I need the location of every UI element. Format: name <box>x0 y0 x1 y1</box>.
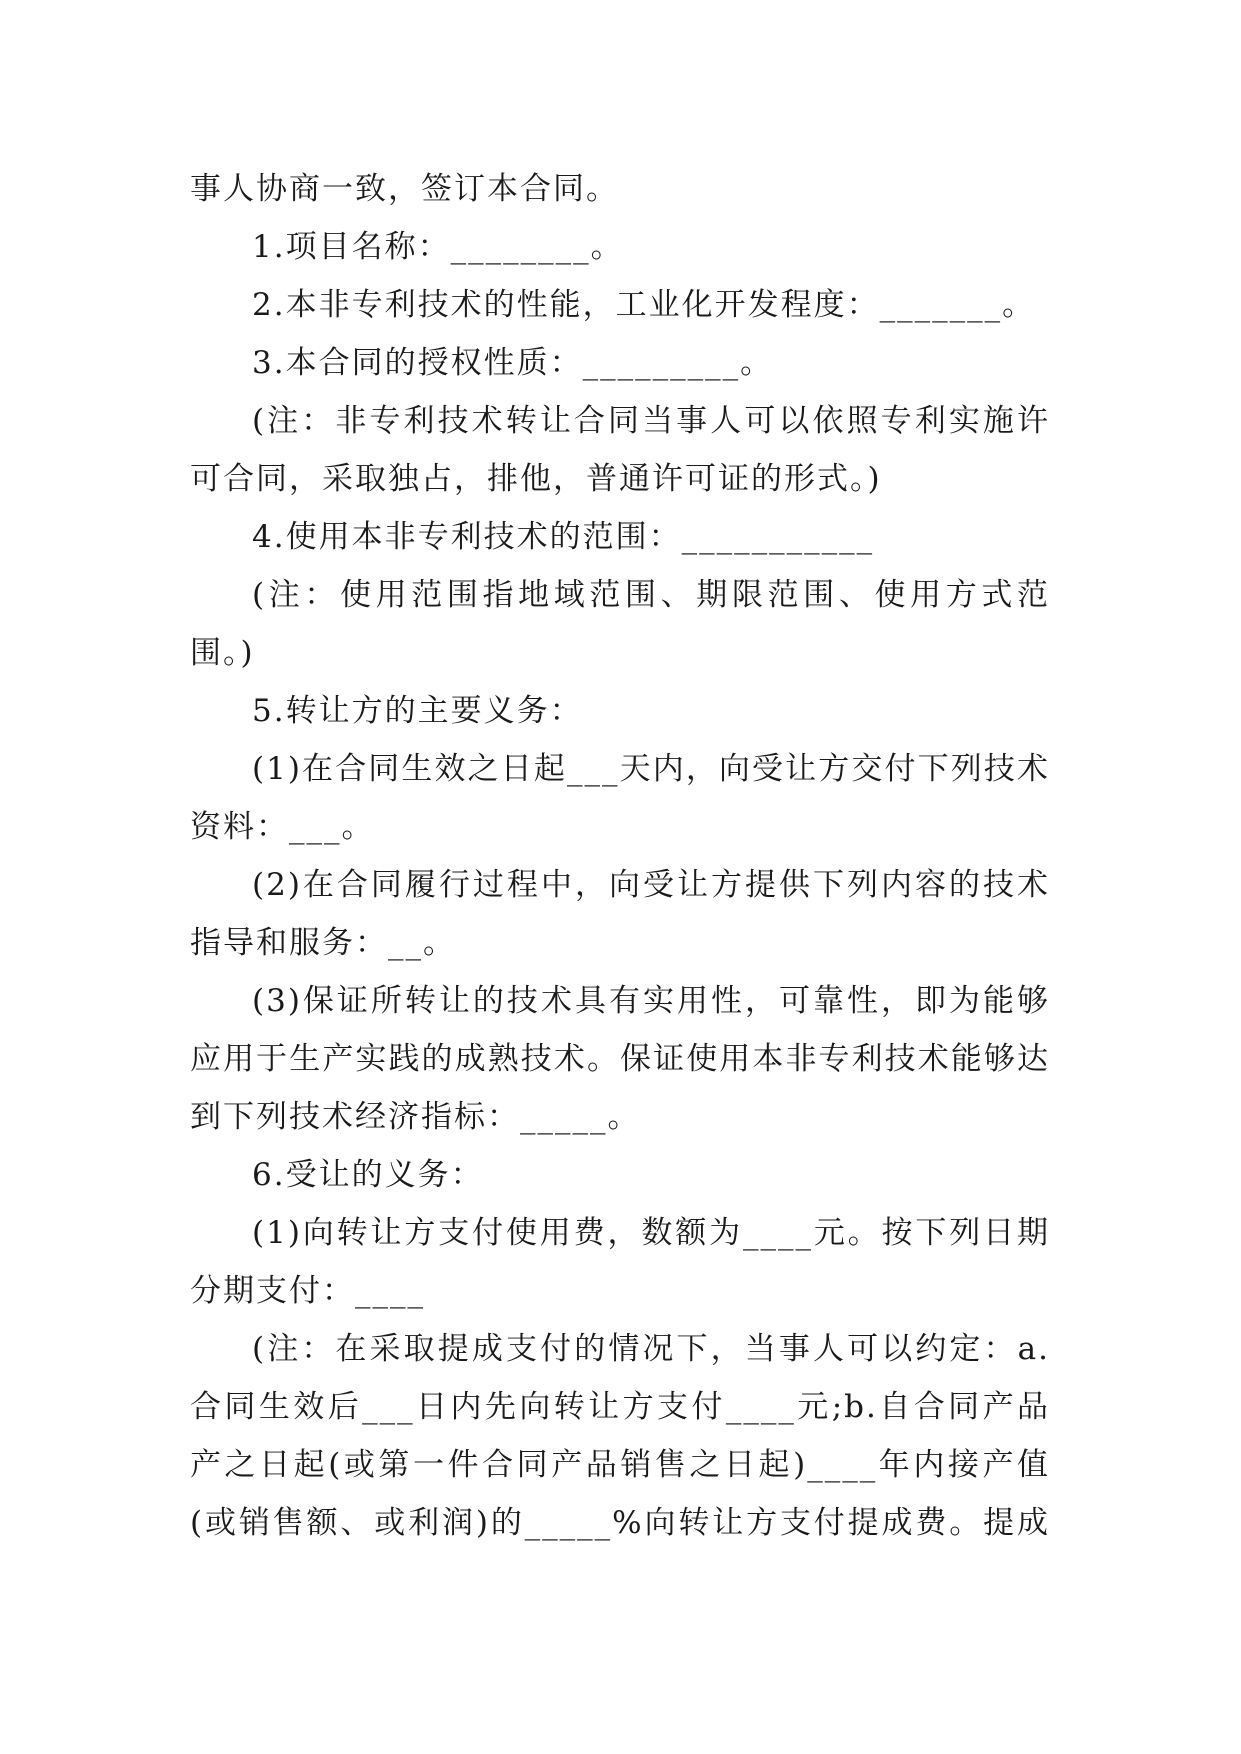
text-line: 围。) <box>190 635 255 671</box>
text-line: 事人协商一致，签订本合同。 <box>190 171 619 207</box>
item-technology-performance: 2.本非专利技术的性能，工业化开发程度：_______。 <box>252 287 1036 323</box>
note-usage-scope: (注：使用范围指地域范围、期限范围、使用方式范 <box>252 577 1050 613</box>
item-usage-scope: 4.使用本非专利技术的范围：___________ <box>252 519 875 555</box>
document-body <box>190 160 1050 1552</box>
text-line: 资料：___。 <box>190 809 375 845</box>
text-line: 应用于生产实践的成熟技术。保证使用本非专利技术能够达 <box>190 1041 1050 1077</box>
text-line: 分期支付：____ <box>190 1273 425 1309</box>
text-line: 可合同，采取独占，排他，普通许可证的形式。) <box>190 461 882 497</box>
obligation-2: (2)在合同履行过程中，向受让方提供下列内容的技术 <box>252 867 1050 903</box>
section-transferee-obligations: 6.受让的义务： <box>252 1157 484 1193</box>
obligation-1: (1)在合同生效之日起___天内，向受让方交付下列技术 <box>252 751 1050 787</box>
obligation-3: (3)保证所转让的技术具有实用性，可靠性，即为能够 <box>252 983 1050 1019</box>
note-royalty-payment: (注：在采取提成支付的情况下，当事人可以约定：a. <box>252 1331 1050 1367</box>
text-line: (或销售额、或利润)的_____%向转让方支付提成费。提成 <box>190 1505 1050 1541</box>
text-line: 合同生效后___日内先向转让方支付____元;b.自合同产品 <box>190 1389 1050 1425</box>
transferee-obligation-1: (1)向转让方支付使用费，数额为____元。按下列日期 <box>252 1215 1050 1251</box>
text-line: 到下列技术经济指标：_____。 <box>190 1099 641 1135</box>
section-transferor-obligations: 5.转让方的主要义务： <box>252 693 583 729</box>
note-license-forms: (注：非专利技术转让合同当事人可以依照专利实施许 <box>252 403 1050 439</box>
item-project-name: 1.项目名称：________。 <box>252 229 624 265</box>
text-line: 指导和服务：__。 <box>190 925 456 961</box>
text-line: 产之日起(或第一件合同产品销售之日起)____年内接产值 <box>190 1447 1050 1483</box>
item-license-nature: 3.本合同的授权性质：_________。 <box>252 345 774 381</box>
